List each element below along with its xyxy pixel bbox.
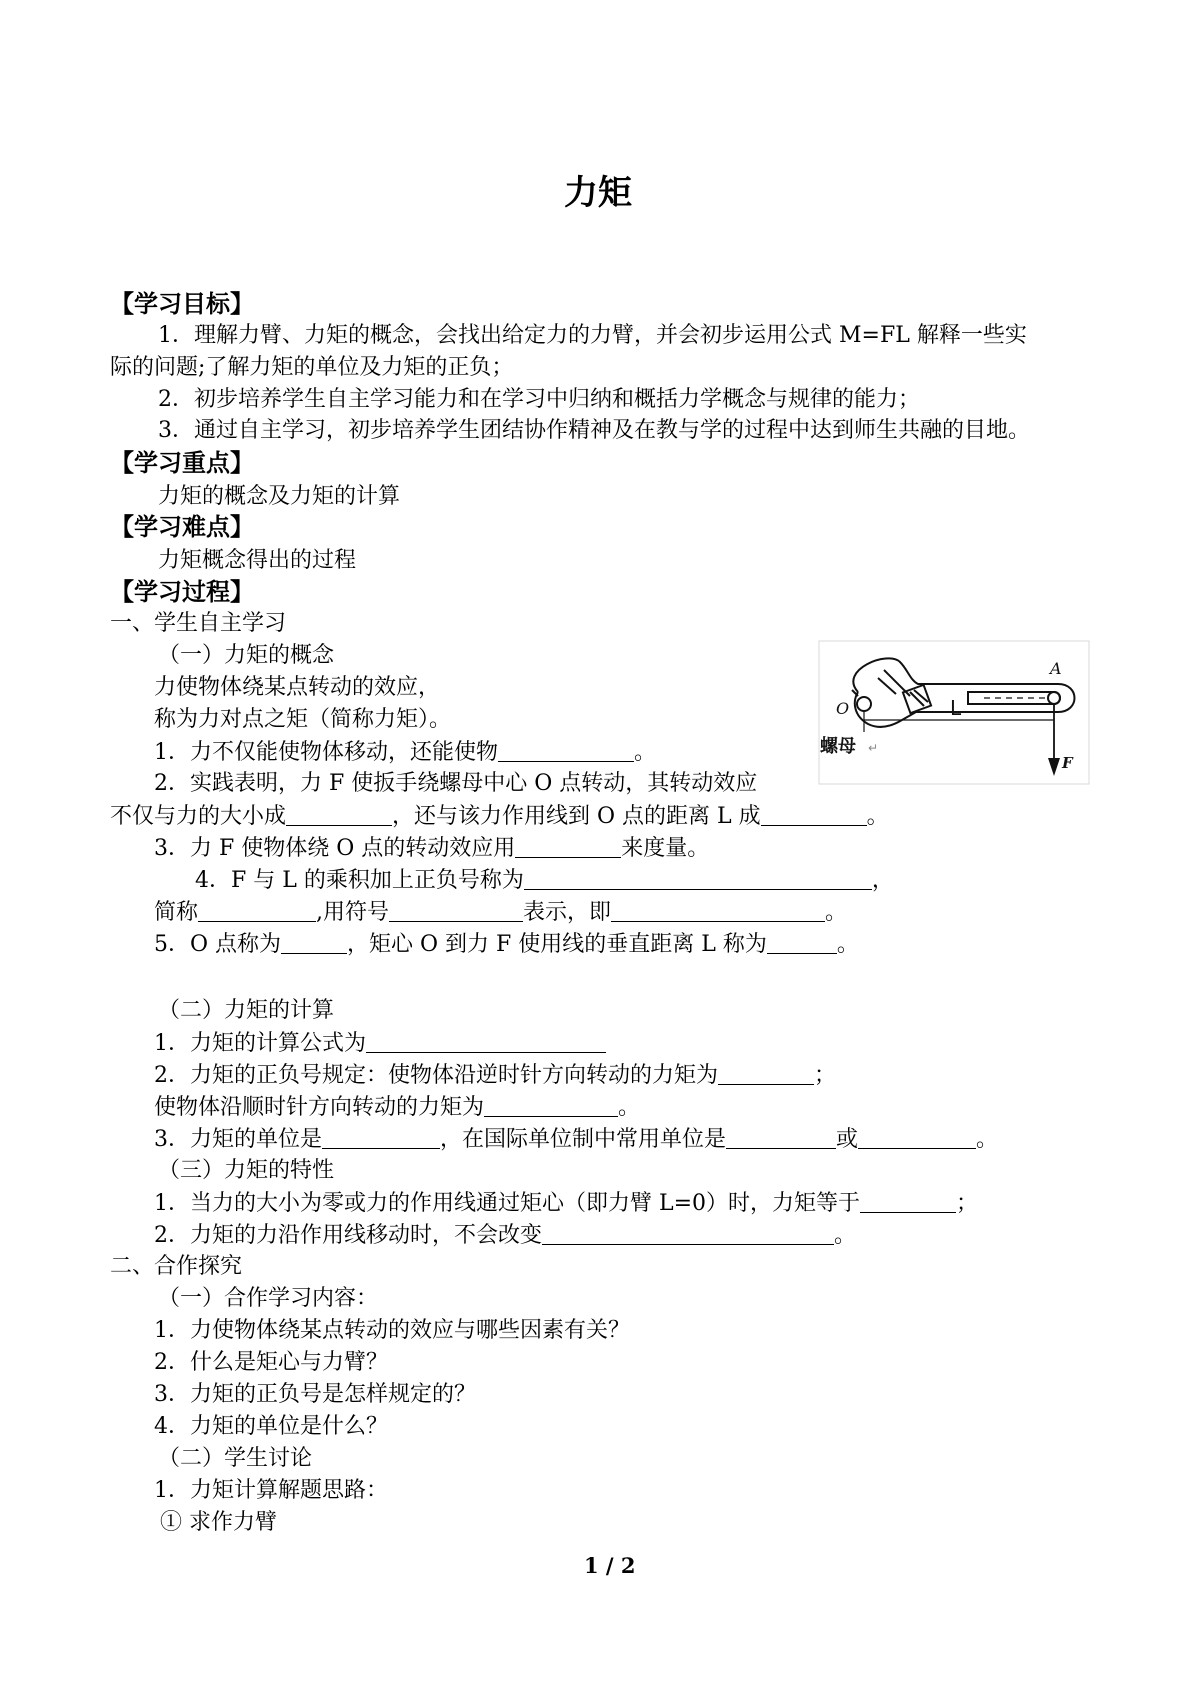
concept-question-2b: 不仅与力的大小成 ，还与该力作用线到 O 点的距离 L 成 。	[110, 804, 889, 829]
concept-question-4b: 简称 ,用符号 表示，即 。	[154, 900, 848, 925]
answer-blank[interactable]	[761, 805, 867, 826]
concept-intro-line1: 力使物体绕某点转动的效应，	[154, 675, 441, 700]
difficulty-heading: 【学习难点】	[110, 513, 254, 541]
calc-question-1: 1．力矩的计算公式为	[154, 1032, 606, 1055]
label-L: L	[950, 696, 962, 720]
concept-question-1: 1．力不仅能使物体移动，还能使物 。	[154, 740, 657, 765]
calc-question-2a: 2．力矩的正负号规定：使物体沿逆时针方向转动的力矩为 ；	[154, 1063, 837, 1088]
goal-item: 1．理解力臂、力矩的概念，会找出给定力的力臂，并会初步运用公式 M=FL 解释一些实	[158, 323, 1027, 348]
coop-item: 4．力矩的单位是什么？	[154, 1414, 388, 1439]
wrench-diagram	[818, 640, 1090, 785]
answer-blank[interactable]	[389, 901, 523, 922]
goals-heading: 【学习目标】	[110, 290, 254, 318]
part1-sub3-title: （三）力矩的特性	[158, 1158, 335, 1183]
answer-blank[interactable]	[498, 741, 634, 762]
answer-blank[interactable]	[484, 1096, 618, 1117]
answer-blank[interactable]	[726, 1128, 836, 1149]
answer-blank[interactable]	[366, 1032, 606, 1053]
discussion-item-1: 1．力矩计算解题思路：	[154, 1478, 388, 1503]
difficulty-text: 力矩概念得出的过程	[158, 548, 357, 573]
answer-blank[interactable]	[281, 933, 347, 954]
goal-item: 际的问题;了解力矩的单位及力矩的正负；	[110, 355, 514, 380]
paragraph-mark: ↵	[868, 741, 879, 755]
goal-item: 2．初步培养学生自主学习能力和在学习中归纳和概括力学概念与规律的能力；	[158, 387, 920, 412]
page-title: 力矩	[564, 173, 632, 213]
answer-blank[interactable]	[767, 933, 837, 954]
answer-blank[interactable]	[611, 901, 825, 922]
coop-item: 2．什么是矩心与力臂？	[154, 1350, 388, 1375]
label-nut: 螺母	[820, 736, 856, 757]
concept-question-4a: 4．F 与 L 的乘积加上正负号称为 ，	[195, 868, 894, 893]
page-number: 1 / 2	[584, 1553, 636, 1578]
answer-blank[interactable]	[286, 805, 392, 826]
property-question-1: 1．当力的大小为零或力的作用线通过矩心（即力臂 L=0）时，力矩等于 ；	[154, 1191, 979, 1216]
label-O: O	[836, 699, 850, 718]
discussion-step-1: ① 求作力臂	[160, 1510, 277, 1535]
part1-title: 一、学生自主学习	[110, 611, 287, 636]
answer-blank[interactable]	[198, 901, 316, 922]
answer-blank[interactable]	[524, 869, 872, 890]
part1-sub2-title: （二）力矩的计算	[158, 998, 335, 1023]
concept-question-3: 3．力 F 使物体绕 O 点的转动效应用 来度量。	[154, 836, 710, 861]
goal-item: 3．通过自主学习，初步培养学生团结协作精神及在教与学的过程中达到师生共融的目地。	[158, 418, 1031, 443]
part2-sub1-title: （一）合作学习内容：	[158, 1286, 379, 1311]
part2-title: 二、合作探究	[110, 1254, 243, 1279]
answer-blank[interactable]	[858, 1128, 976, 1149]
calc-question-3: 3．力矩的单位是 ，在国际单位制中常用单位是 或 。	[154, 1127, 999, 1152]
label-A: A	[1050, 659, 1062, 678]
property-question-2: 2．力矩的力沿作用线移动时，不会改变 。	[154, 1223, 857, 1248]
answer-blank[interactable]	[542, 1224, 834, 1245]
concept-question-2a: 2．实践表明，力 F 使扳手绕螺母中心 O 点转动，其转动效应	[154, 771, 758, 796]
key-text: 力矩的概念及力矩的计算	[158, 484, 401, 509]
calc-question-2b: 使物体沿顺时针方向转动的力矩为 。	[154, 1095, 641, 1120]
answer-blank[interactable]	[718, 1064, 814, 1085]
label-F: F	[1062, 754, 1073, 772]
key-heading: 【学习重点】	[110, 449, 254, 477]
coop-item: 1．力使物体绕某点转动的效应与哪些因素有关？	[154, 1318, 630, 1343]
answer-blank[interactable]	[515, 837, 621, 858]
process-heading: 【学习过程】	[110, 578, 254, 606]
part2-sub2-title: （二）学生讨论	[158, 1446, 313, 1471]
part1-sub1-title: （一）力矩的概念	[158, 643, 335, 668]
answer-blank[interactable]	[322, 1128, 440, 1149]
coop-item: 3．力矩的正负号是怎样规定的？	[154, 1382, 476, 1407]
concept-intro-line2: 称为力对点之矩（简称力矩）。	[154, 707, 452, 732]
concept-question-5: 5．O 点称为 ，矩心 O 到力 F 使用线的垂直距离 L 称为 。	[154, 932, 859, 957]
answer-blank[interactable]	[860, 1192, 956, 1213]
